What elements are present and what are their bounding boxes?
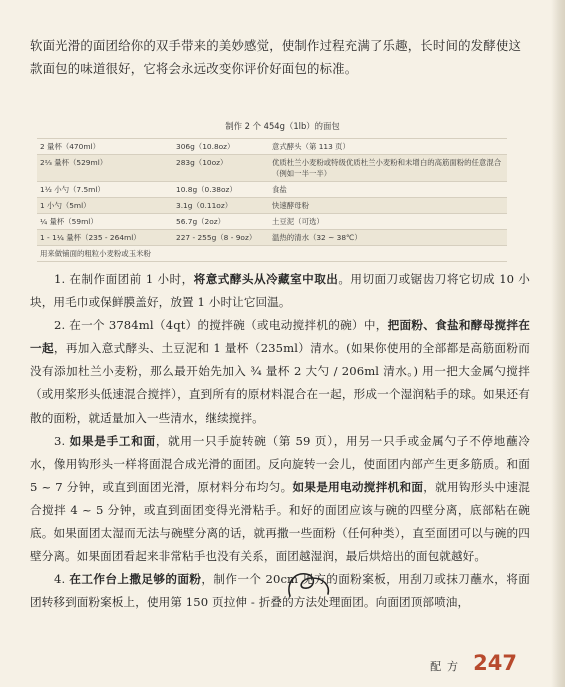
table-row: [37, 198, 507, 214]
step-4: [30, 568, 530, 614]
step-text: 2. 在一个 3784ml（4qt）的搅拌碗（或电动搅拌机的碗）中，: [54, 318, 388, 333]
step-1: [30, 268, 530, 314]
step-text: ，就用钩形头中速混合搅拌 4 ~ 5 分钟，或直到面团变得光滑粘手。和好的面团应该与碗的四壁分离，底部粘在碗底。如果面团太湿而无法与碗壁分离的话，就再撒一些面粉（任何种类），直至面团可以与碗的四壁分离。如果面团看起来非常粘手也没有关系，面团越湿润，最后烘焙出的面包就越好。: [30, 479, 531, 564]
table-cell: 快速酵母粉: [269, 198, 507, 214]
step-text: ，就用一只手旋转碗（第 59 页），用另一只手或金属勺子不停地蘸冷水，像用钩形头一样将面混合成光滑的面团。反向旋转一会儿，使面团内部产生更多筋质。和面 5 ~ 7 分钟，或直到面团光滑，原材料分布均匀。: [30, 433, 530, 494]
table-row: [37, 230, 507, 246]
step-bold-text: 如果是用电动搅拌机和面: [292, 479, 424, 494]
table-cell: 306g（10.8oz）: [173, 139, 269, 155]
step-text: 1. 在制作面团前 1 小时，: [54, 272, 194, 286]
table-cell: 1½ 小勺（7.5ml）: [37, 182, 173, 198]
table-row: [37, 155, 507, 182]
step-bold-text: 将意式酵头从冷藏室中取出: [193, 272, 339, 286]
table-cell: 温热的清水（32 ~ 38℃）: [269, 230, 507, 246]
section-label: 配方: [430, 660, 465, 673]
table-title: 制作 2 个 454g（1lb）的面包: [225, 121, 340, 131]
page-footer: [430, 651, 517, 675]
step-text: 3.: [54, 433, 70, 448]
page-number: 247: [473, 651, 517, 675]
table-row: [37, 246, 507, 262]
table-cell: 1 小勺（5ml）: [37, 198, 173, 214]
step-bold-text: 如果是手工和面: [69, 433, 156, 448]
table-cell: 土豆泥（可选）: [269, 214, 507, 230]
step-text: ，再加入意式酵头、土豆泥和 1 量杯（235ml）清水。(如果你使用的全部都是高筋面粉而没有添加杜兰小麦粉，那么最开始先加入 ¾ 量杯 2 大勺 / 206ml 清水。) 用一把大金属勺搅拌（或用桨形头低速混合搅拌），直到所有的原材料混合在一起，形成一个湿润粘手的球。如果还有散的面粉，就适量加入一些清水，继续搅拌。: [30, 341, 530, 425]
table-cell: 优质杜兰小麦粉或特级优质杜兰小麦粉和未增白的高筋面粉的任意混合（例如一半一半）: [269, 155, 507, 182]
table-row: [37, 182, 507, 198]
page-edge-shadow: [551, 0, 565, 687]
table-cell: ¼ 量杯（59ml）: [37, 214, 173, 230]
table-cell: 283g（10oz）: [173, 155, 269, 182]
step-text: ，制作一个 20cm 见方的面粉案板，用刮刀或抹刀蘸水，将面团转移到面粉案板上，使用第 150 页拉伸 - 折叠的方法处理面团。向面团顶部喷油，: [30, 572, 530, 610]
intro-paragraph: [30, 34, 530, 80]
table-row: [37, 139, 507, 155]
pen-scribble-mark: [284, 566, 336, 602]
step-3: [30, 430, 530, 569]
step-bold-text: 把面粉、食盐和酵母搅拌在一起: [30, 318, 530, 356]
table-note: 用来做铺面的粗粒小麦粉或玉米粉: [37, 246, 507, 262]
intro-text: 软面光滑的面团给你的双手带来的美妙感觉，使制作过程充满了乐趣，长时间的发酵使这款面包的味道很好，它将会永远改变你评价好面包的标准。: [30, 38, 522, 76]
table-cell: 食盐: [269, 182, 507, 198]
step-2: [30, 314, 530, 429]
table-cell: 227 - 255g（8 - 9oz）: [173, 230, 269, 246]
table-cell: 3.1g（0.11oz）: [173, 198, 269, 214]
table-row: [37, 214, 507, 230]
table-cell: 2⅔ 量杯（529ml）: [37, 155, 173, 182]
table-cell: 1 - 1¼ 量杯（235 - 264ml）: [37, 230, 173, 246]
step-text: 。用切面刀或锯齿刀将它切成 10 小块，用毛巾或保鲜膜盖好，放置 1 小时让它回温。: [30, 272, 530, 310]
ingredient-table: [37, 138, 507, 262]
table-cell: 56.7g（2oz）: [173, 214, 269, 230]
table-cell: 2 量杯（470ml）: [37, 139, 173, 155]
method-steps: [30, 268, 530, 614]
table-cell: 10.8g（0.38oz）: [173, 182, 269, 198]
step-text: 4.: [54, 572, 70, 587]
table-cell: 意式酵头（第 113 页）: [269, 139, 507, 155]
step-bold-text: 在工作台上撒足够的面粉: [69, 572, 202, 587]
